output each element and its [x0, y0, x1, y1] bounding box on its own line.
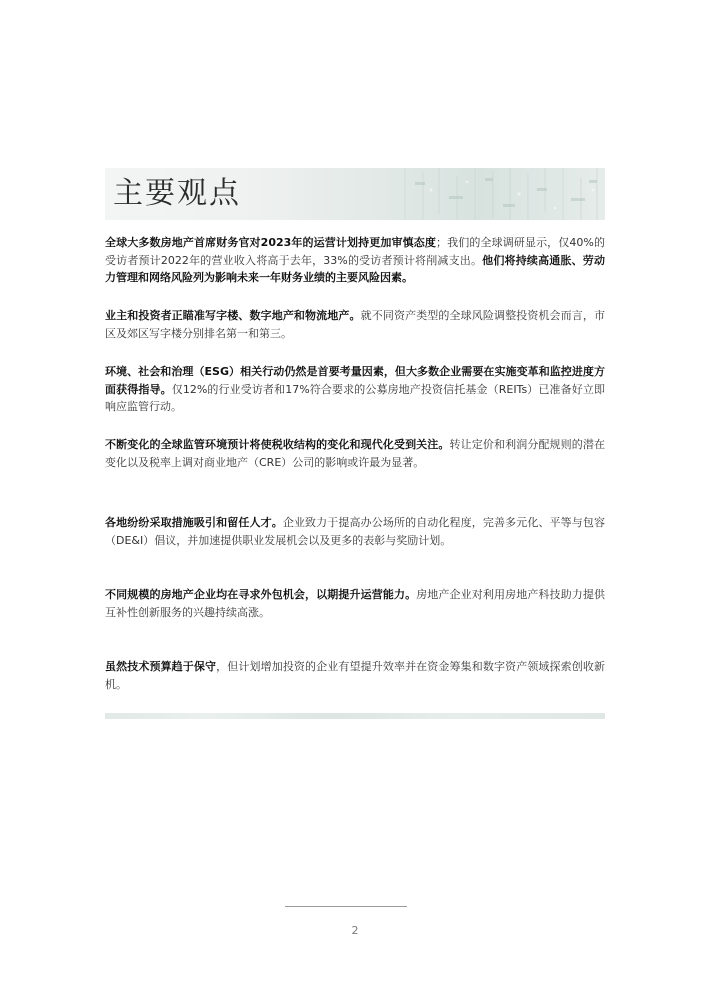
- key-point-4-body: 转让定价和利润分配规则的潜在变化以及税率上调对商业地产（CRE）公司的影响或许最为显著。: [105, 438, 606, 469]
- key-point-1: [105, 234, 605, 287]
- page-title: 主要观点: [113, 176, 241, 211]
- key-point-2-highlight: 业主和投资者正瞄准写字楼、数字地产和物流地产。: [105, 309, 361, 322]
- key-point-7-highlight: 虽然技术预算趋于保守: [105, 660, 217, 673]
- page-number: 2: [351, 924, 359, 937]
- key-point-4: [105, 436, 605, 471]
- key-point-5-body: 企业致力于提高办公场所的自动化程度，完善多元化、平等与包容（DE&I）倡议，并加速提供职业发展机会以及更多的表彰与奖励计划。: [105, 516, 606, 547]
- title-banner: [105, 168, 605, 220]
- key-point-1-body: ；我们的全球调研显示，仅40%的受访者预计2022年的营业收入将高于去年，33%的受访者预计将削减支出。: [105, 236, 605, 267]
- bottom-decorative-strip: [105, 713, 605, 719]
- key-point-3-highlight: 环境、社会和治理（ESG）相关行动仍然是首要考量因素，但大多数企业需要在实施变革和监控进度方面获得指导。: [105, 365, 605, 396]
- key-point-5-highlight: 各地纷纷采取措施吸引和留任人才。: [105, 516, 283, 529]
- key-point-3-body: 仅12%的行业受访者和17%符合要求的公募房地产投资信托基金（REITs）已准备好立即响应监管行动。: [105, 382, 605, 413]
- key-point-6-highlight: 不同规模的房地产企业均在寻求外包机会，以期提升运营能力。: [105, 588, 417, 601]
- key-point-2-body: 就不同资产类型的全球风险调整投资机会而言，市区及郊区写字楼分别排名第一和第三。: [105, 309, 606, 340]
- key-point-6-body: 房地产企业对利用房地产科技助力提供互补性创新服务的兴趣持续高涨。: [105, 588, 606, 619]
- key-point-5: [105, 514, 605, 549]
- key-point-3: [105, 363, 605, 416]
- key-point-1-highlight: 全球大多数房地产首席财务官对2023年的运营计划持更加审慎态度: [105, 236, 436, 249]
- key-point-4-highlight: 不断变化的全球监管环境预计将使税收结构的变化和现代化受到关注。: [105, 438, 450, 451]
- key-point-6: [105, 586, 605, 621]
- key-point-7: [105, 658, 605, 693]
- key-point-2: [105, 307, 605, 342]
- key-point-7-body: ，但计划增加投资的企业有望提升效率并在资金筹集和数字资产领域探索创收新机。: [105, 660, 606, 691]
- footer-divider: [285, 906, 407, 907]
- key-point-1-highlight-2: 他们将持续高通胀、劳动力管理和网络风险列为影响未来一年财务业绩的主要风险因素。: [105, 253, 605, 284]
